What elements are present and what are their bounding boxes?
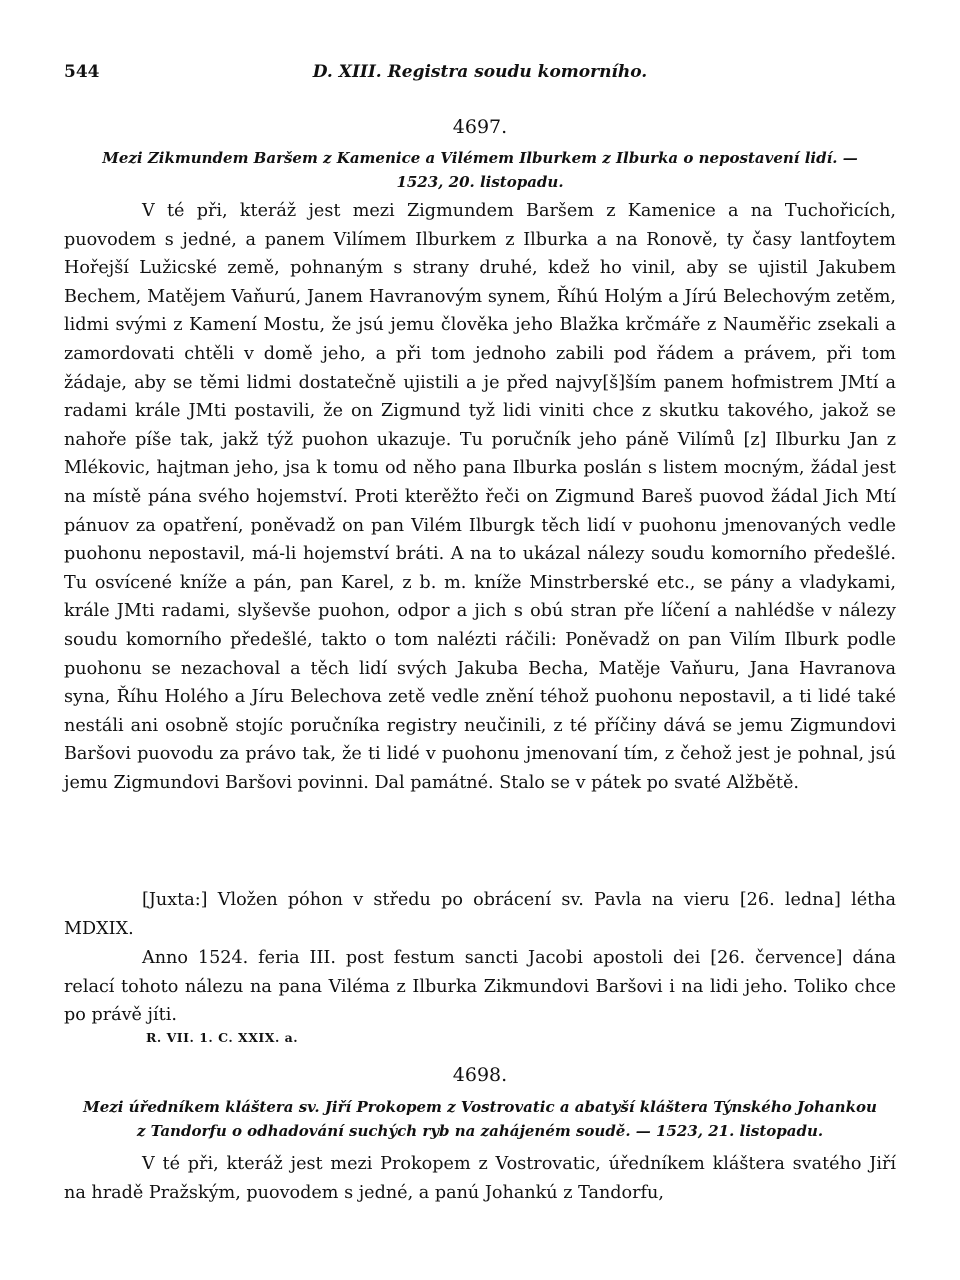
- entry-heading-line: Mezi úředníkem kláštera sv. Jiří Prokopem z Vostrovatic a abatyší kláštera Týnského Johankou: [83, 1098, 877, 1116]
- entry-heading-4698: [64, 1095, 896, 1143]
- entry-body-paragraph: V té při, kteráž jest mezi Zigmundem Baršem z Kamenice a na Tuchořicích, puovodem s jedné, a panem Vilímem Ilburkem z Ilburka a na Ronově, ty časy lantfoytem Hořejší Lužicské země, pohnaným s strany druhé, kdež ho vinil, aby se ujistil Jakubem Bechem, Matějem Vaňurú, Janem Havranovým synem, Říhú Holým a Jírú Belechovým zetěm, lidmi svými z Kamení Mostu, že jsú jemu člověka jeho Blažka krčmáře z Nauměřic zsekali a zamordovati chtěli v domě jeho, a při tom jednoho zabili pod řádem a právem, při tom žádaje, aby se těmi lidmi dostatečně ujistili a je před najvy[š]ším panem hofmistrem JMtí a radami krále JMti postavili, že on Zigmund tyž lidi viniti chce z skutku takového, jakož se nahoře píše tak, jakž týž puohon ukazuje. Tu poručník jeho páně Vilímů [z] Ilburku Jan z Mlékovic, hajtman jeho, jsa k tomu od něho pana Ilburka poslán s listem mocným, žádal jest na místě pána svého hojemství. Proti kterěžto řeči on Zigmund Bareš puovod žádal Jich Mtí pánuov za opatření, poněvadž on pan Vilém Ilburgk těch lidí v puohonu jmenovaných vedle puohonu nepostavil, má-li hojemství bráti. A na to ukázal nálezy soudu komorního předešlé. Tu osvícené kníže a pán, pan Karel, z b. m. kníže Minstrberské etc., se pány a vladykami, krále JMti radami, slyševše puohon, odpor a jich s obú stran pře líčení a nahlédše v nálezy soudu komorního předešlé, takto o tom nalézti ráčili: Poněvadž on pan Vilím Ilburk podle puohonu se nezachoval a těch lidí svých Jakuba Becha, Matěje Vaňuru, Jana Havranova syna, Říhu Holého a Jíru Belechova zetě vedle znění téhož puohonu nepostavil, a ti lidé také nestáli ani osobně stojíc poručníka registry neučinili, z té příčiny dává se jemu Zigmundovi Baršovi puovodu za právo tak, že ti lidé v puohonu jmenovaní tím, z čehož jest je pohnal, jsú jemu Zigmundovi Baršovi povinni. Dal památné. Stalo se v pátek po svaté Alžbětě.: [64, 201, 896, 793]
- page-number: 544: [64, 62, 100, 82]
- entry-number-4698: 4698.: [452, 1064, 508, 1086]
- entry-heading-line: Mezi Zikmundem Baršem z Kamenice a Vilémem Ilburkem z Ilburka o nepostavení lidí. —: [102, 149, 858, 167]
- entry-heading-line-2: z Tandorfu o odhadování suchých ryb na zahájeném soudě. — 1523, 21. listopadu.: [136, 1122, 824, 1140]
- entry-body-paragraph-2: V té při, kteráž jest mezi Prokopem z Vostrovatic, úředníkem kláštera svatého Jiří na hradě Pražským, puovodem s jedné, a panú Johankú z Tandorfu,: [64, 1154, 896, 1203]
- running-head: [64, 62, 896, 90]
- entry-heading-4697: [64, 146, 896, 194]
- entry-relation-paragraph: Anno 1524. feria III. post festum sancti Jacobi apostoli dei [26. července] dána relací tohoto nálezu na pana Viléma z Ilburka Zikmundovi Baršovi i na lidi jeho. Toliko chce po právě jíti.: [64, 948, 896, 1026]
- entry-note-paragraph: [Juxta:] Vložen póhon v středu po obrácení sv. Pavla na vieru [26. ledna] létha MDXIX.: [64, 890, 896, 939]
- entry-heading-date: 1523, 20. listopadu.: [396, 173, 564, 191]
- running-title: D. XIII. Registra soudu komorního.: [312, 62, 648, 82]
- entry-number-4697: 4697.: [452, 116, 508, 138]
- archival-signature: R. VII. 1. C. XXIX. a.: [146, 1030, 299, 1045]
